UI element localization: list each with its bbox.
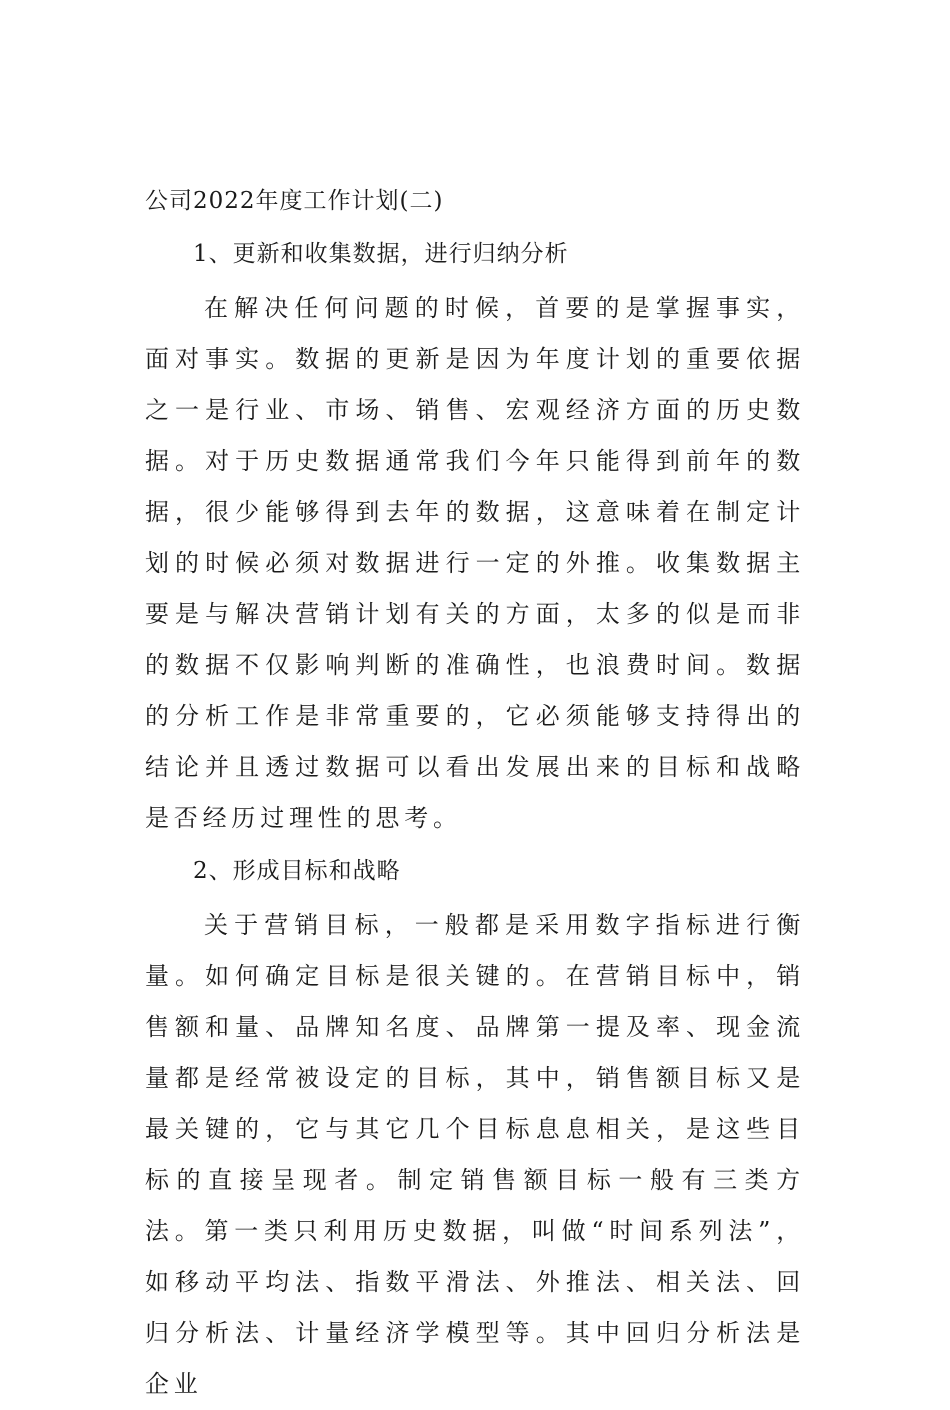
section-1-heading: 1、更新和收集数据，进行归纳分析: [193, 241, 569, 267]
document-title: 公司2022年度工作计划(二): [145, 188, 444, 214]
document-body: [145, 178, 805, 1410]
section-2-heading: 2、形成目标和战略: [193, 858, 401, 884]
section-1-paragraph: 在解决任何问题的时候，首要的是掌握事实，面对事实。数据的更新是因为年度计划的重要依据之一是行业、市场、销售、宏观经济方面的历史数据。对于历史数据通常我们今年只能得到前年的数据，很少能够得到去年的数据，这意味着在制定计划的时候必须对数据进行一定的外推。收集数据主要是与解决营销计划有关的方面，太多的似是而非的数据不仅影响判断的准确性，也浪费时间。数据的分析工作是非常重要的，它必须能够支持得出的结论并且透过数据可以看出发展出来的目标和战略是否经历过理性的思考。: [145, 294, 805, 832]
section-2-paragraph: 关于营销目标，一般都是采用数字指标进行衡量。如何确定目标是很关键的。在营销目标中，销售额和量、品牌知名度、品牌第一提及率、现金流量都是经常被设定的目标，其中，销售额目标又是最关键的，它与其它几个目标息息相关，是这些目标的直接呈现者。制定销售额目标一般有三类方法。第一类只利用历史数据，叫做“时间系列法”，如移动平均法、指数平滑法、外推法、相关法、回归分析法、计量经济学模型等。其中回归分析法是企业: [145, 911, 805, 1398]
